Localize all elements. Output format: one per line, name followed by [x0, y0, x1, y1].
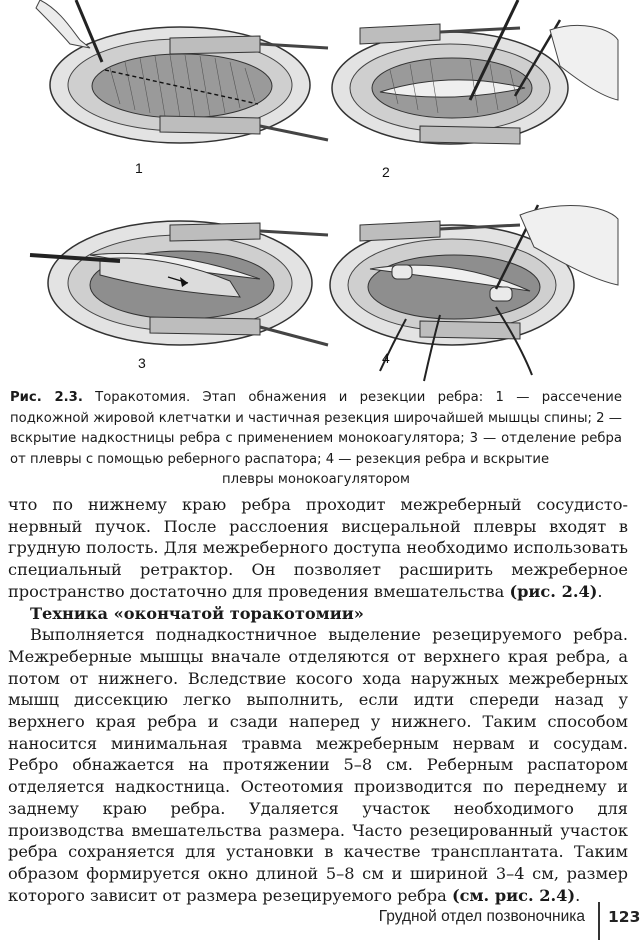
paragraph-2: [8, 624, 628, 906]
panel-1-number: 1: [135, 160, 143, 176]
section-heading: [8, 603, 628, 625]
paragraph-2-text: Выполняется поднадкостничное выделение резецируемого ребра. Межреберные мышцы вначале отделяются от верхнего края ребра, а потом от нижнего. Вследствие косого хода наружных межреберных мышц диссекцию легко выполнить, если идти спереди назад у верхнего края ребра и сзади наперед у нижнего. Таким способом наносится минимальная травма межреберным нервам и сосудам. Ребро обнажается на протяжении 5–8 см. Реберным распатором отделяется надкостница. Остеотомия производится по переднему и заднему краю ребра. Удаляется участок необходимого для производства вмешательства размера. Часто резецированный участок ребра сохраняется для установки в качестве трансплантата. Таким образом формируется окно длиной 5–8 см и шириной 3–4 см, размер которого зависит от размера резецируемого ребра: [8, 625, 628, 905]
figure-caption-label: Рис. 2.3.: [10, 390, 83, 405]
page-number: 123: [608, 908, 640, 926]
figure-2-3: [20, 0, 620, 383]
paragraph-2-end: .: [575, 885, 581, 905]
figure-caption-text: Торакотомия. Этап обнажения и резекции ребра: 1 — рассечение подкожной жировой клетчатки и частичная резекция широчайшей мышцы спины; 2 — вскрытие надкостницы ребра с применением монокоагулятора; 3 — отделение ребра от плевры с помощью реберного распатора; 4 — резекция ребра и вскрытие: [10, 390, 622, 467]
figure-panel-1: [30, 0, 330, 190]
panel-1-illustration: [30, 0, 330, 190]
panel-4-illustration: [320, 195, 620, 385]
figure-panel-2: [320, 0, 620, 190]
panel-3-number: 3: [138, 355, 146, 371]
panel-3-illustration: [30, 195, 330, 385]
panel-2-number: 2: [382, 164, 390, 180]
running-title: Грудной отдел позвоночника: [378, 908, 585, 925]
section-heading-text: Техника «окончатой торакотомии»: [30, 603, 364, 623]
paragraph-1-end: .: [597, 581, 603, 601]
body-text: [8, 494, 628, 906]
footer-divider: [598, 902, 600, 940]
paragraph-1: [8, 494, 628, 603]
page-footer: [0, 900, 640, 942]
panel-2-illustration: [320, 0, 620, 190]
figure-panel-4: [320, 195, 620, 385]
figure-panel-3: [30, 195, 330, 385]
panel-4-number: 4: [382, 350, 390, 366]
paragraph-1-text: что по нижнему краю ребра проходит межреберный сосудисто-нервный пучок. После расслоения висцеральной плевры входят в грудную полость. Для межреберного доступа необходимо использовать специальный ретрактор. Он позволяет расширить межреберное пространство достаточно для проведения вмешательства: [8, 495, 628, 601]
figure-caption: [10, 388, 622, 491]
figure-caption-tail: плевры монокоагулятором: [222, 472, 410, 487]
figure-reference-1: (рис. 2.4): [509, 581, 598, 601]
figure-reference-2: (см. рис. 2.4): [451, 885, 576, 905]
